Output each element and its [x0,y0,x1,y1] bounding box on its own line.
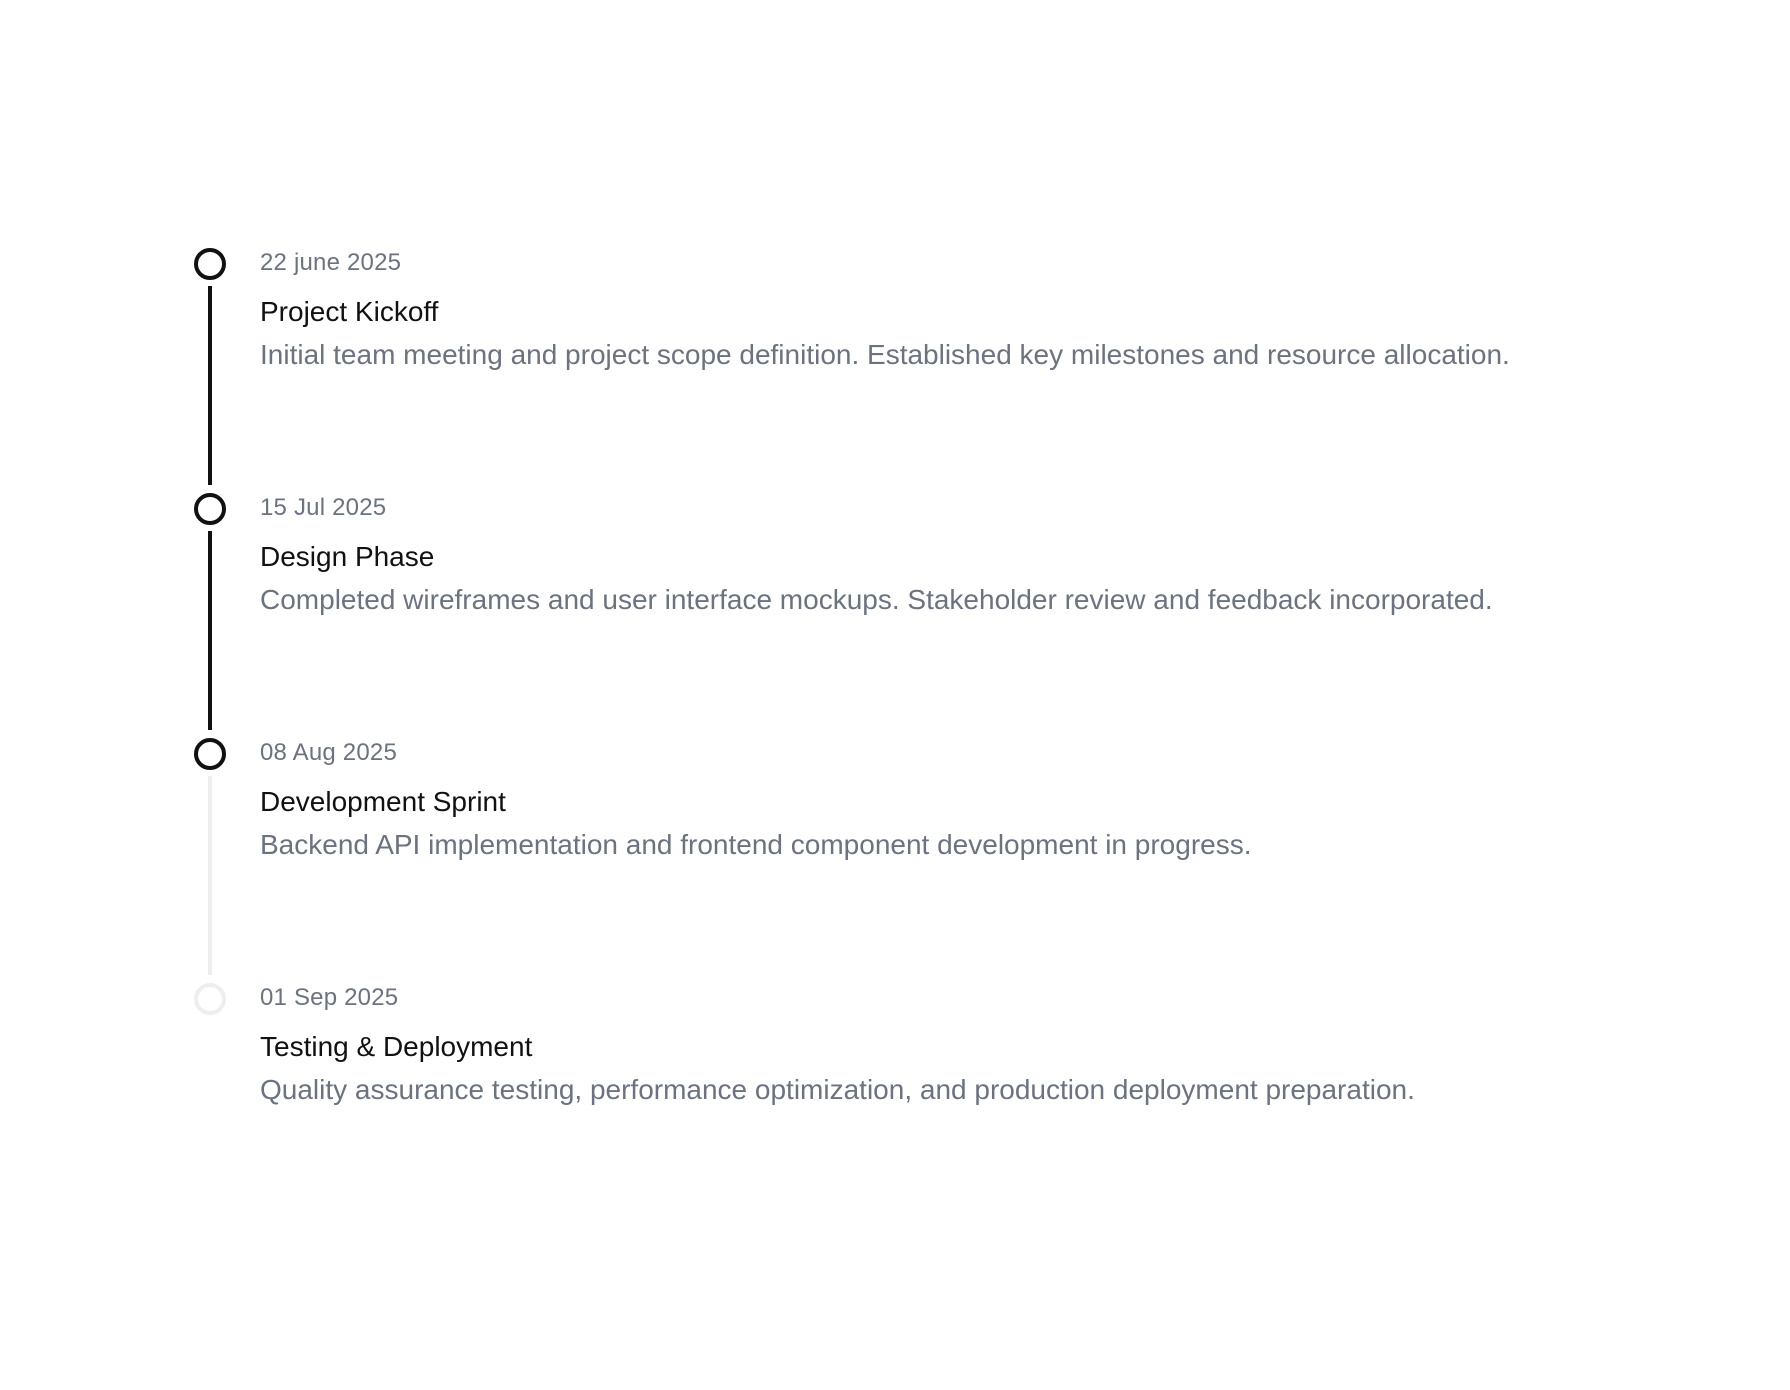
timeline-item-description: Backend API implementation and frontend component development in progress. [260,829,1252,860]
timeline-item [194,248,1644,491]
timeline-item-date: 08 Aug 2025 [260,739,398,766]
timeline-marker-completed-icon [194,493,226,525]
timeline-item-title: Development Sprint [260,786,506,817]
timeline [194,246,1644,1226]
timeline-marker-active-icon [194,738,226,770]
timeline-item [194,493,1644,736]
timeline-item-date: 01 Sep 2025 [260,984,399,1011]
timeline-item-title: Testing & Deployment [260,1031,533,1062]
timeline-item-title: Design Phase [260,541,435,572]
timeline-item-date: 22 june 2025 [260,249,402,276]
timeline-connector-completed [208,531,212,730]
timeline-item-description: Initial team meeting and project scope definition. Established key milestones and resource allocation. [260,339,1510,370]
timeline-item-description: Completed wireframes and user interface mockups. Stakeholder review and feedback incorporated. [260,584,1493,615]
timeline-marker-completed-icon [194,248,226,280]
timeline-item [194,738,1644,981]
timeline-marker-pending-icon [194,983,226,1015]
timeline-item-description: Quality assurance testing, performance optimization, and production deployment preparation. [260,1074,1415,1105]
timeline-connector-pending [208,776,212,975]
timeline-item-date: 15 Jul 2025 [260,494,387,521]
timeline-item [194,983,1644,1226]
timeline-connector-completed [208,286,212,485]
timeline-item-title: Project Kickoff [260,296,439,327]
